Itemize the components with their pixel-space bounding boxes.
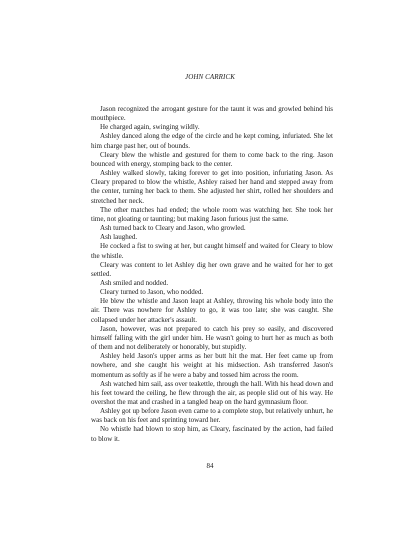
paragraph: Cleary blew the whistle and gestured for them to come back to the ring. Jason bounced with energy, stomping back to the center. (91, 150, 333, 168)
paragraph: Ash smiled and nodded. (100, 278, 169, 287)
paragraph: Ashley walked slowly, taking forever to get into position, infuriating Jason. As Cleary prepared to blow the whistle, Ashley raised her hand and stepped away from the center, turning her back to them. She adjusted her shirt, rolled her shoulders and stretched her neck. (91, 169, 333, 205)
paragraph: Cleary turned to Jason, who nodded. (100, 288, 204, 297)
paragraph: He cocked a fist to swing at her, but caught himself and waited for Cleary to blow the whistle. (91, 242, 333, 260)
running-head: JOHN CARRICK (184, 73, 235, 81)
body-text (91, 105, 333, 444)
paragraph: Jason recognized the arrogant gesture for the taunt it was and growled behind his mouthpiece. (91, 105, 333, 123)
paragraph: He blew the whistle and Jason leapt at Ashley, throwing his whole body into the air. There was nowhere for Ashley to go, it was too late; she was caught. She collapsed under her attacker's assault. (91, 297, 333, 324)
paragraph: Ashley held Jason's upper arms as her butt hit the mat. Her feet came up from nowhere, and she caught his weight at his midsection. Ash transferred Jason's momentum as softly as if he were a baby and tossed him across the room. (91, 352, 333, 379)
page-number: 84 (206, 462, 214, 470)
paragraph: Ash turned back to Cleary and Jason, who growled. (100, 224, 246, 233)
paragraph: Ash laughed. (100, 233, 138, 242)
paragraph: Ashley danced along the edge of the circle and he kept coming, infuriated. She let him charge past her, out of bounds. (91, 132, 333, 150)
paragraph: The other matches had ended; the whole room was watching her. She took her time, not gloating or taunting; but making Jason furious just the same. (91, 205, 333, 223)
paragraph: He charged again, swinging wildly. (100, 123, 200, 132)
paragraph: Ashley got up before Jason even came to a complete stop, but relatively unhurt, he was back on his feet and sprinting toward her. (91, 407, 333, 425)
paragraph: Jason, however, was not prepared to catch his prey so easily, and discovered himself falling with the girl under him. He wasn't going to hurt her as much as both of them and not deliberately or honorably, but stupidly. (91, 324, 333, 352)
paragraph: No whistle had blown to stop him, as Cleary, fascinated by the action, had failed to blow it. (91, 425, 333, 443)
paragraph: Ash watched him sail, ass over teakettle, through the hall. With his head down and his feet toward the ceiling, he flew through the air, as people slid out of his way. He overshot the mat and crashed in a tangled heap on the hard gymnasium floor. (91, 379, 333, 406)
paragraph: Cleary was content to let Ashley dig her own grave and he waited for her to get settled. (91, 260, 333, 278)
